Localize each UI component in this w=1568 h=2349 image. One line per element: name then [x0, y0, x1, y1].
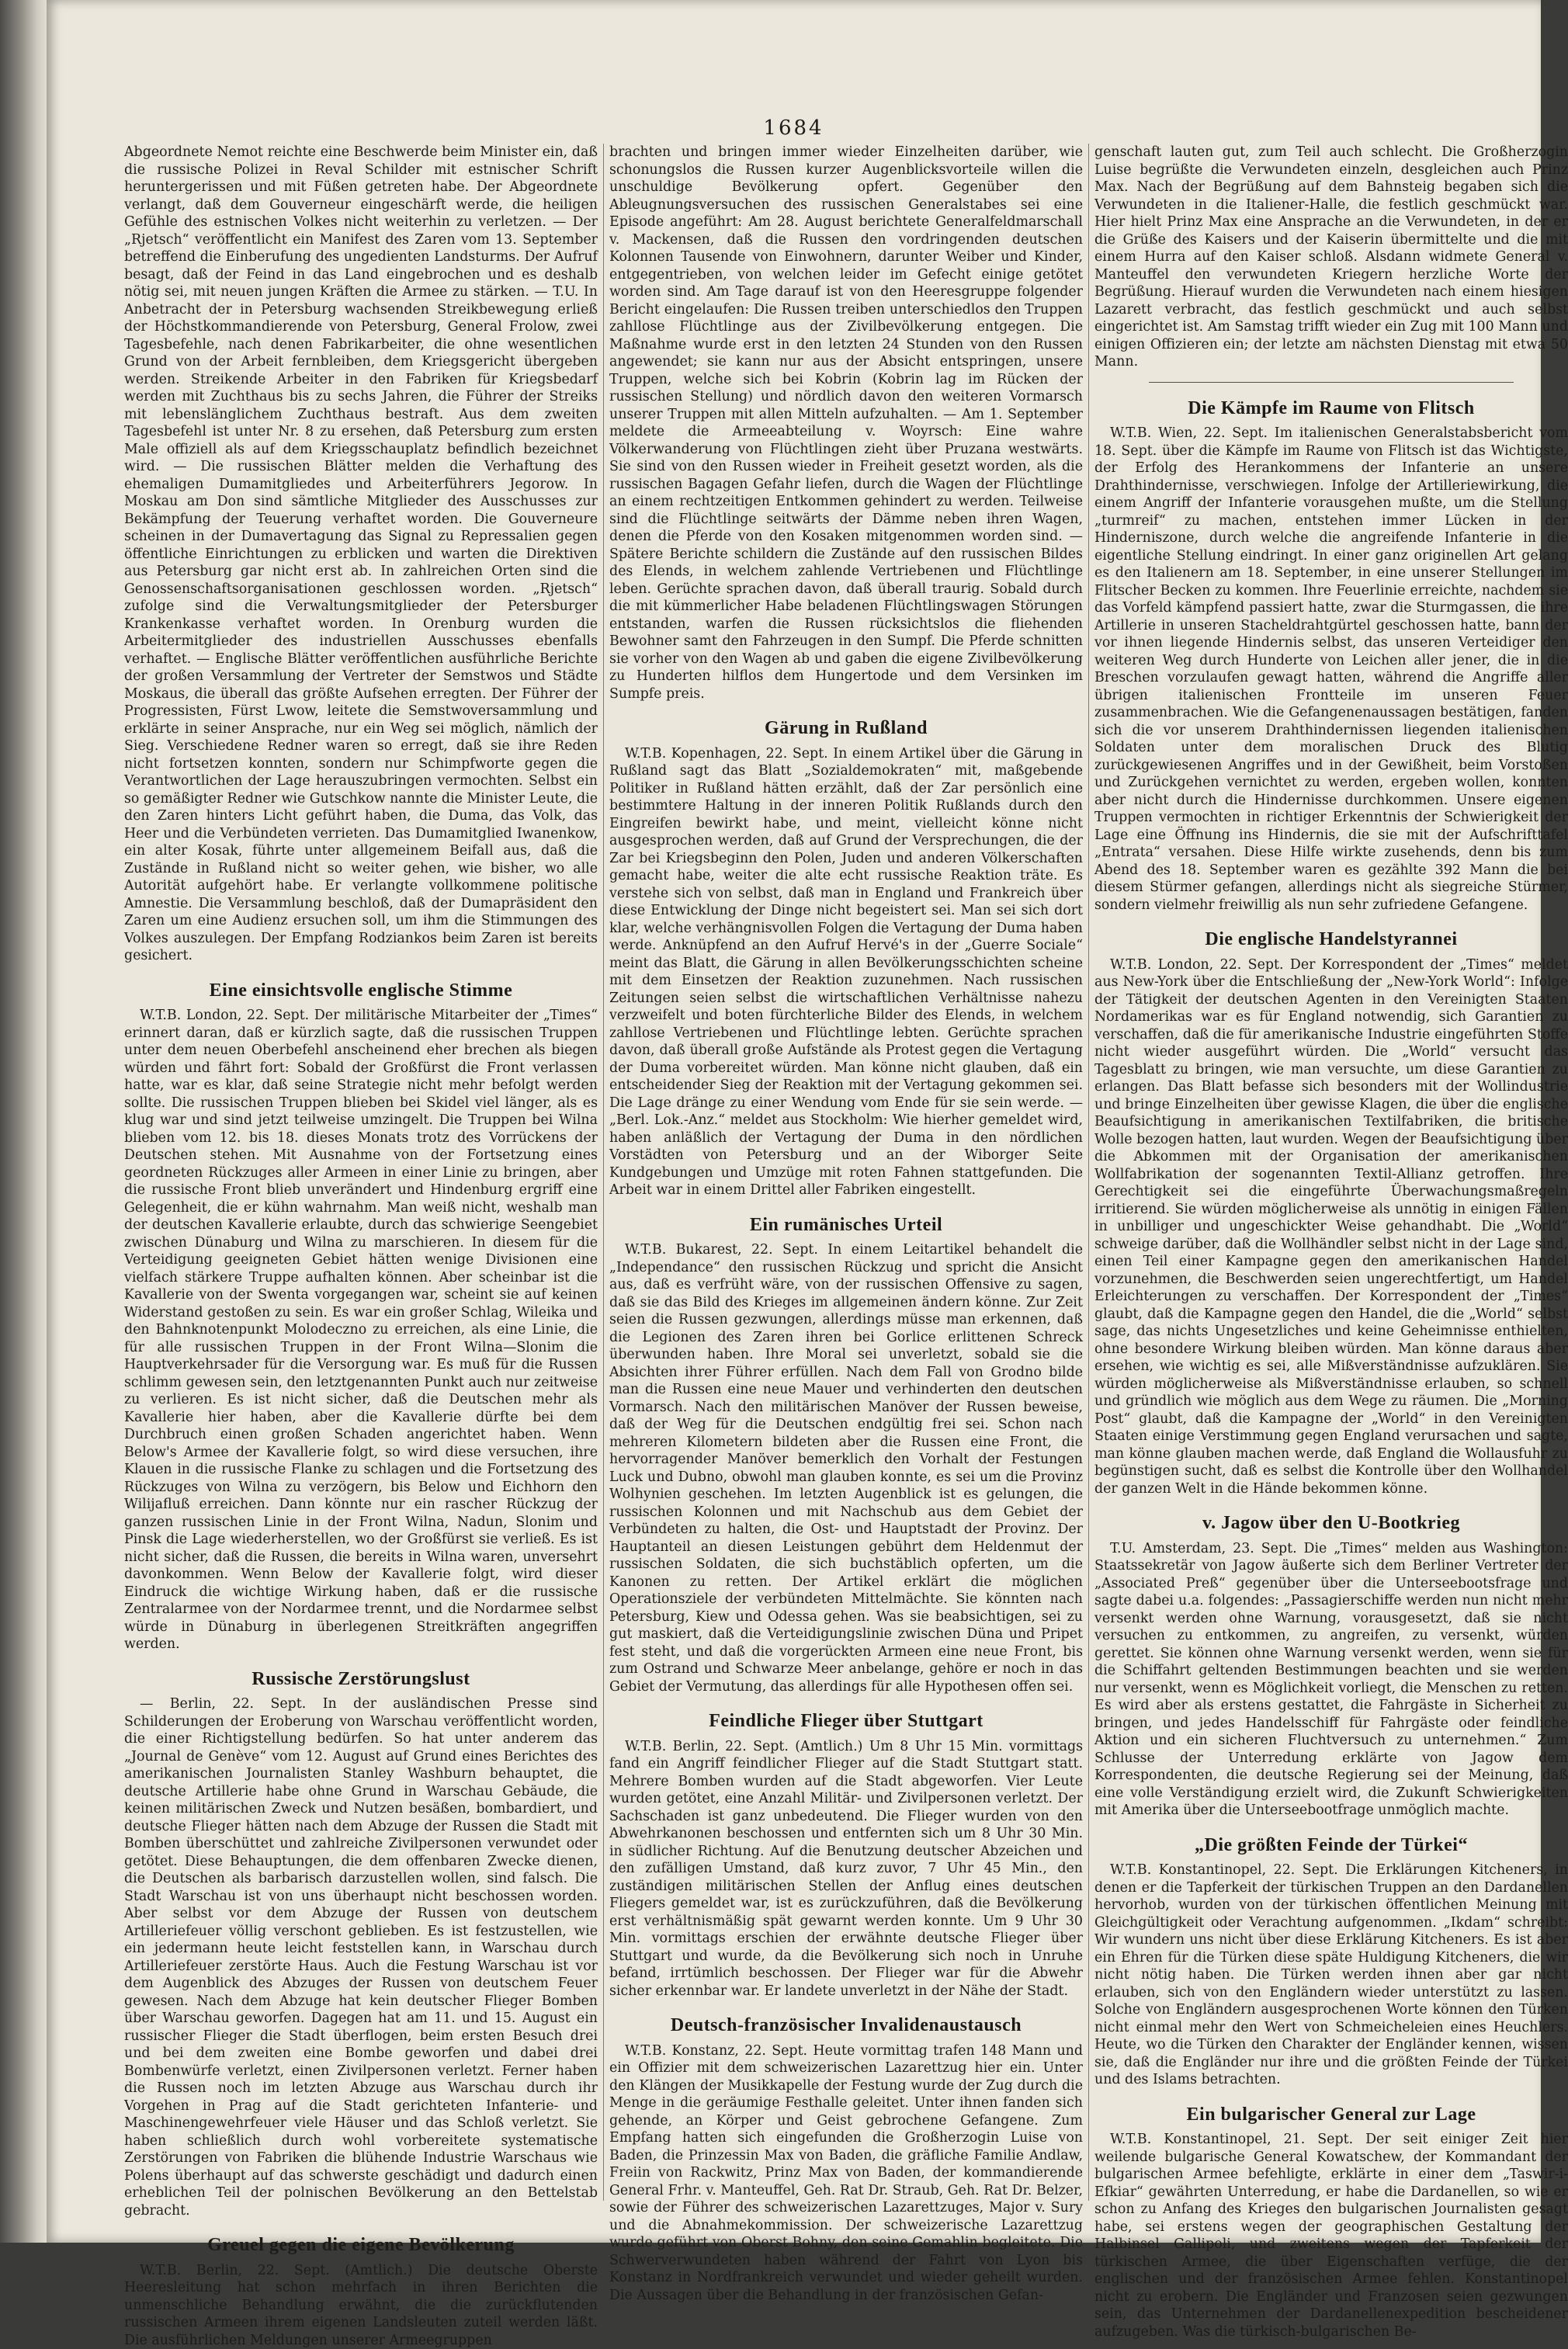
column-1 — [124, 144, 598, 2201]
headline: Gärung in Rußland — [609, 720, 1083, 737]
headline: Russische Zerstörungslust — [124, 1671, 598, 1688]
headline: Eine einsichtsvolle englische Stimme — [124, 982, 598, 1000]
headline: v. Jagow über den U-Bootkrieg — [1094, 1515, 1568, 1532]
article-separator — [1149, 382, 1514, 383]
article-body: W.T.B. Bukarest, 22. Sept. In einem Leitartikel behandelt die „Independance“ den russischen Rückzug und spricht die Ansicht aus, daß es verfrüht wäre, von der russischen Offensive zu sagen, daß sie das Bild des Krieges im allgemeinen ändern könne. Zur Zeit seien die Russen gezwungen, allerdings müsse man erkennen, daß die Legionen des Zaren ihren bei Gorlice erlittenen Schreck überwunden haben. Ihre Moral sei unverletzt, sobald sie die Absichten ihrer Führer erfüllen. Nach dem Fall von Grodno bilde man die Russen eine neue Mauer und verhinderten den deutschen Vormarsch. Nach den militärischen Manöver der Russen beweise, daß der Weg für die Deutschen endgültig frei sei. Schon nach mehreren Kilometern bildeten aber die Russen eine Front, die hervorragender Manöver bemerklich den Vorhalt der Festungen Luck und Dubno, obwohl man glauben konnte, es sei um die Provinz Wolhynien geschehen. Im letzten Augenblick ist es gelungen, die russischen Kolonnen und mit Nachschub aus dem Gebiet der Verbündeten zu halten, die Ost- und Hauptstadt der Provinz. Der Hauptanteil an diesen Leistungen gebührt dem Heldenmut der russischen Soldaten, die sich buchstäblich opferten, um die Kanonen zu retten. Der Artikel erklärt die möglichen Operationsziele der verbündeten Mittelmächte. Sie könnten nach Petersburg, Kiew und Odessa gehen. Was sie beabsichtigen, sei zu gut maskiert, daß die Verteidigungslinie zwischen Düna und Pripet fest steht, und daß die vorgerückten Armeen eine neue Front, bis zum Ostrand und Schwarze Meer anbelange, gehöre er noch in das Gebiet der Vermutung, das allerdings für alle Hypothesen offen sei. — [609, 1241, 1083, 1695]
headline: Ein bulgarischer General zur Lage — [1094, 2106, 1568, 2124]
column-rule — [603, 144, 604, 2201]
headline: Feindliche Flieger über Stuttgart — [609, 1712, 1083, 1730]
article-body: W.T.B. London, 22. Sept. Der Korrespondent der „Times“ meldet aus New-York über die Entschließung der „New-York World“: Infolge der Tätigkeit der deutschen Agenten in den Vereinigten Staaten Nordamerikas war es für England notwendig, sich Garantien zu verschaffen, daß die für amerikanische Industrie eingeführten Stoffe nicht wieder ausgeführt würden. Die „World“ versucht das Tagesblatt zu bringen, wie man versuchte, um diese Garantien zu erlangen. Das Blatt befasse sich besonders mit der Wollindustrie und bringe Einzelheiten über gewisse Klagen, die über die englische Beaufsichtigung in amerikanischen Textilfabriken, die britische Wolle bezogen hatten, laut wurden. Wegen der Beaufsichtigung über die Abkommen mit der Organisation der amerikanischen Wollfabrikation der sogenannten Textil-Allianz getroffen. Ihre Gerechtigkeit sei die eingeführte Überwachungsmaßregeln irritierend. Sie würden möglicherweise als unnötig in einigen Fällen in unbilliger und ungeschickter Weise gehandhabt. Die „World“ schweige darüber, daß die Wollhändler selbst nicht in der Lage sind, einen Teil einer Kampagne gegen den amerikanischen Handel vorzunehmen, die Beschwerden seien ungerechtfertigt, um Handel Erleichterungen zu verschaffen. Der Korrespondent der „Times“ glaubt, daß die Kampagne gegen den Handel, die die „World“ selbst sage, das nichts Ungesetzliches und keine Geheimnisse enthielten, ohne besondere Wirkung bleiben würden. Man könne daraus aber ersehen, wie wichtig es sei, alle Mißverständnisse aufzuklären. Sie würden möglicherweise als Mißverständnisse erlauben, so schnell und gründlich wie möglich aus dem Wege zu räumen. Die „Morning Post“ glaubt, daß die Kampagne der „World“ in den Vereinigten Staaten einige Verstimmung gegen England verursachen und sagte, man könne glauben machen werde, daß England die Wollausfuhr zu begünstigen sucht, daß es selbst die Kontrolle über den Wollhandel der ganzen Welt in die Hände bekommen könne. — [1094, 956, 1568, 1498]
headline: Die englische Handelstyrannei — [1094, 931, 1568, 949]
book-binding — [0, 0, 47, 2243]
article-body: W.T.B. Konstantinopel, 21. Sept. Der seit einiger Zeit hier weilende bulgarische General Kowatschew, der Kommandant der bulgarischen Armee befehligte, erklärte in einer dem „Taswir-i-Efkiar“ gewährten Unterredung, er habe die Dardanellen, so wie er schon zu Anfang des Krieges den bulgarischen Journalisten gesagt habe, sei erstens wegen der geographischen Gestaltung der Halbinsel Gallipoli, und zweitens wegen der Tapferkeit der türkischen Armee, die über Eigenschaften verfüge, die der englischen und der französischen Armee fehlen. Konstantinopel nicht zu erobern. Die Engländer und Franzosen seien gezwungen sein, das Unternehmen der Dardanellenexpedition bescheidener aufzugeben. Was die türkisch-bulgarischen Be- — [1094, 2131, 1568, 2340]
article-body: W.T.B. Konstantinopel, 22. Sept. Die Erklärungen Kitcheners, in denen er die Tapferkeit der türkischen Truppen an den Dardanellen hervorhob, wurden von der türkischen öffentlichen Meinung mit Gleichgültigkeit oder Verachtung aufgenommen. „Ikdam“ schreibt: Wir wundern uns nicht über diese Erklärung Kitcheners. Es ist aber ein Ehren für die Türken diese späte Huldigung Kitcheners, die wir nicht nötig haben. Die Türken werden ihnen aber gar nicht erlauben, sich von den Engländern wieder unterstützt zu lassen. Solche von Engländern ausgesprochenen Worte können den Türken nicht einmal mehr den Wert von Schmeicheleien eines Heuchlers. Heute, wo die Türken den Charakter der Engländer kennen, wissen sie, daß die Engländer nur ihre und die größten Feinde der Türkei und des Islams betrachten. — [1094, 1862, 1568, 2089]
article-body: W.T.B. Berlin, 22. Sept. (Amtlich.) Die deutsche Oberste Heeresleitung hat schon mehrfach in ihren Berichten die unmenschliche Behandlung erwähnt, die die zurückflutenden russischen Armeen ihrem eigenen Landsleuten zuteil werden läßt. Die ausführlichen Meldungen unserer Armeegruppen — [124, 2262, 598, 2349]
article-body: W.T.B. London, 22. Sept. Der militärische Mitarbeiter der „Times“ erinnert daran, daß er kürzlich sagte, daß die russischen Truppen unter dem neuen Oberbefehl anscheinend eher brechen als biegen würden und fährt fort: Sobald der Großfürst die Front verlassen hatte, war es klar, daß seine Strategie nicht mehr befolgt werden sollte. Die russischen Truppen blieben bei Skidel viel länger, als es klug war und sind jetzt teilweise umzingelt. Die Truppen bei Wilna blieben vom 12. bis 18. dieses Monats trotz des Vorrückens der Deutschen stehen. Mit Ausnahme von der Fortsetzung eines geordneten Rückzuges aller Armeen in einer Linie zu bringen, aber die russische Front blieb unverändert und Hindenburg ergriff eine Gelegenheit, die er kühn wahrnahm. Man weiß nicht, weshalb man der deutschen Kavallerie erlaubte, durch das schwierige Seengebiet zwischen Dünaburg und Wilna zu marschieren. In diesem für die Verteidigung geeigneten Gebiet hätten wenige Divisionen eine vielfach stärkere Truppe aufhalten können. Aber scheinbar ist die Kavallerie von der Swenta vorgegangen war, scheint sie auf keinen Widerstand gestoßen zu sein. Es war ein großer Schlag, Wileika und den Bahnknotenpunkt Molodeczno zu erreichen, als eine Linie, die für alle russischen Truppen in der Front Wilna—Slonim die Hauptverkehrsader für die Versorgung war. Es muß für die Russen schlimm gewesen sein, den letztgenannten Punkt auch nur zeitweise zu verlieren. Es ist nicht sicher, daß die Deutschen mehr als Kavallerie hier haben, aber die Kavallerie dürfte bei dem Durchbruch einen großen Schaden angerichtet haben. Wenn Below's Armee der Kavallerie folgt, so wird diese versuchen, ihre Klauen in die russische Flanke zu schlagen und die Fortsetzung des Rückzuges von Wilna zu verzögern, bis Below und Eichhorn den Wilijafluß erreichen. Dann könnte nur ein rascher Rückzug der ganzen russischen Linie in der Front Wilna, Nadun, Slonim und Pinsk die Lage wiederherstellen, wo der Großfürst sie verließ. Es ist nicht sicher, daß die Russen, die bereits in Wilna waren, unversehrt davonkommen. Wenn Below der Kavallerie folgt, wird dieser Eindruck die wichtige Wirkung haben, daß er die russische Zentralarmee von der Nordarmee trennt, und die Nordarmee selbst würde in Dünaburg in überlegenen Streitkräften angegriffen werden. — [124, 1007, 598, 1653]
article-body: W.T.B. Wien, 22. Sept. Im italienischen Generalstabsbericht vom 18. Sept. über die Kämpfe im Raume von Flitsch ist das Wichtigste, der Erfolg des Herankommens der Infanterie an unsere Drahthindernisse, verschwiegen. Infolge der Artilleriewirkung, die einem Angriff der Infanterie vorausgehen mußte, um die Stellung „turmreif“ zu machen, entstehen immer Lücken in der Hinderniszone, durch welche die angreifende Infanterie in die eigentliche Stellung eindringt. In einer ganz originellen Art gelang es den Italienern am 18. September, in eine unserer Stellungen im Flitscher Becken zu kommen. Ihre Feuerlinie erreichte, nachdem sie das Vorfeld kämpfend passiert hatte, zwar die Sturmgassen, die ihre Artillerie in unseren Stacheldrahtgürtel geschossen hatte, bann der vor ihnen liegende Hindernis selbst, das unseren Verteidiger den weiteren Weg durch Hunderte von Leichen aller jener, die in die Breschen vorzulaufen gewagt hatten, während die Angriffe aller übrigen italienischen Frontteile im unseren Feuer zusammenbrachen. Wie die Gefangenenaussagen bestätigen, fanden sich die vor unserem Drahthindernissen liegenden italienischen Soldaten unter dem moralischen Druck des Blutig zurückgewiesenen Angriffes und in der Gewißheit, beim Vorstoßen und Zurückgehen vernichtet zu werden, ergeben wollen, konnten aber nicht durch die Hindernisse durchkommen. Unsere eigenen Truppen vermochten in richtiger Erkenntnis der Schwierigkeit der Lage eine Öffnung ins Hindernis, die sie mit der Aufschrifttafel „Entrata“ versahen. Diese Hilfe wirkte zusehends, denn bis zum Abend des 18. September waren es gezählte 392 Mann die bei diesem Stürmer gefangen, allerdings nicht als siegreiche Stürmer, sondern vielmehr freiwillig als nun sehr zufriedene Gefangene. — [1094, 425, 1568, 914]
article-body: T.U. Amsterdam, 23. Sept. Die „Times“ melden aus Washington: Staatssekretär von Jagow äußerte sich dem Berliner Vertreter der „Associated Preß“ gegenüber über die Unterseebootsfrage und sagte dabei u.a. folgendes: „Passagierschiffe werden nun nicht mehr versenkt werden ohne Warnung, vorausgesetzt, daß sie nicht versuchen zu entkommen, zu angreifen, zu versenkt, würden gerettet. Sie können ohne Warnung versenkt werden, wenn sie für die Schiffahrt geltenden Bestimmungen beachten und sie werden nur versenkt, wenn es Möglichkeit vorliegt, die Menschen zu retten. Es wird aber als erstens gestattet, die Fahrgäste in Sicherheit zu bringen, und jedes Handelsschiff für Fahrgäste oder feindliche Aktion und ein sicheren Fluchtversuch zu unternehmen.“ Zum Schlusse der Unterredung erklärte von Jagow dem Korrespondenten, die deutsche Regierung sei der Meinung, daß eine volle Verständigung erzielt wird, die Zukunft Schwierigkeiten mit Amerika über die Unterseebootfrage unmöglich machte. — [1094, 1540, 1568, 1820]
headline: Deutsch-französischer Invalidenaustausch — [609, 2017, 1083, 2035]
headline: Die Kämpfe im Raume von Flitsch — [1094, 400, 1568, 418]
headline: „Die größten Feinde der Türkei“ — [1094, 1837, 1568, 1855]
column-3 — [1094, 144, 1568, 2201]
headline: Greuel gegen die eigene Bevölkerung — [124, 2236, 598, 2254]
column-rule — [1088, 144, 1089, 2201]
article-body: W.T.B. Kopenhagen, 22. Sept. In einem Artikel über die Gärung in Rußland sagt das Blatt „Sozialdemokraten“ mit, maßgebende Politiker in Rußland hätten erzählt, daß der Zar persönlich eine bestimmtere Haltung in der inneren Politik Rußlands durch den Eingreifen bewirkt habe, und meint, vielleicht könne nicht ausgesprochen werden, daß auf Grund der Versprechungen, die der Zar bei Kriegsbeginn den Polen, Juden und anderen Völkerschaften gemacht habe, weiter die alte echt russische Reaktion träte. Es verstehe sich von selbst, daß man in England und Frankreich über diese Entwicklung der Dinge nicht begeistert sei. Man sei sich dort klar, welche verhängnisvollen Folgen die Vertagung der Duma haben werde. Anknüpfend an den Aufruf Hervé's in der „Guerre Sociale“ meint das Blatt, die Gärung in allen Bevölkerungsschichten scheine mit dem Einsetzen der Reaktion zuzunehmen. Nach russischen Zeitungen seien selbst die wirtschaftlichen Verhältnisse nahezu verzweifelt und boten fürchterliche Bilder des Elends, in welchem zahllose Vertriebenen und Flüchtlinge lebten. Gerüchte sprachen davon, daß überall große Aufstände als Protest gegen die Vertagung der Duma vorbereitet würden. Man könne nicht glauben, daß ein entscheidender Sieg der Reaktion mit der Vertagung gekommen sei. Die Lage dränge zu einer Wendung vom Ende für sie sein werde. — „Berl. Lok.-Anz.“ meldet aus Stockholm: Wie hierher gemeldet wird, haben anläßlich der Vertagung der Duma in den nördlichen Vorstädten von Petersburg und an der Wiborger Seite Kundgebungen und Umzüge mit roten Fahnen stattgefunden. Die Arbeit war in einem Drittel aller Fabriken eingestellt. — [609, 745, 1083, 1199]
article-continuation: genschaft lauten gut, zum Teil auch schlecht. Die Großherzogin Luise begrüßte die Verwundeten einzeln, desgleichen auch Prinz Max. Nach der Begrüßung auf dem Bahnsteig begaben sich die Verwundeten in die Italiener-Halle, die festlich geschmückt war. Hier hielt Prinz Max eine Ansprache an die Verwundeten, in der er die Grüße des Kaisers und der Kaiserin übermittelte und die mit einem Hurra auf den Kaiser schloß. Alsdann widmete General v. Manteuffel den verwundeten Kriegern herzliche Worte der Begrüßung. Hierauf wurden die Verwundeten nach einem hiesigen Lazarett verbracht, das festlich geschmückt und auch selbst eingerichtet ist. Am Samstag trifft wieder ein Zug mit 100 Mann und einigen Offizieren ein; der letzte am nächsten Dienstag mit etwa 50 Mann. — [1094, 144, 1568, 371]
article-continuation: Abgeordnete Nemot reichte eine Beschwerde beim Minister ein, daß die russische Polizei in Reval Schilder mit estnischer Schrift heruntergerissen und mit Füßen getreten habe. Der Abgeordnete verlangt, daß dem Gouverneur eingeschärft werde, die heiligen Gefühle des estnischen Volkes nicht weiterhin zu verletzen. — Der „Rjetsch“ veröffentlicht ein Manifest des Zaren vom 13. September betreffend die Einberufung des ungedienten Landsturms. Der Aufruf besagt, daß der Feind in das Land eingebrochen und es deshalb nötig sei, mit neuen jungen Kräften die Armee zu stärken. — T.U. In Anbetracht der in Petersburg wachsenden Streikbewegung erließ der Höchstkommandierende von Petersburg, General Frolow, zwei Tagesbefehle, nach denen Fabrikarbeiter, die ohne wesentlichen Grund von der Arbeit fernbleiben, dem Kriegsgericht übergeben werden. Streikende Arbeiter in den Fabriken für Kriegsbedarf werden mit Zuchthaus bis zu sechs Jahren, die Führer der Streiks mit lebenslänglichem Zuchthaus bestraft. Aus dem zweiten Tagesbefehl ist unter Nr. 8 zu ersehen, daß Petersburg zum ersten Male offiziell als auf dem Kriegsschauplatz befindlich bezeichnet wird. — Die russischen Blätter melden die Verhaftung des ehemaligen Dumamitgliedes und Arbeiterführers Jegorow. In Moskau am Don sind sämtliche Mitglieder des Ausschusses zur Bekämpfung der Teuerung verhaftet worden. Die Gouverneure scheinen in der Dumavertagung das Signal zu Repressalien gegen öffentliche Einrichtungen zu erblicken und warten die Direktiven aus Petersburg gar nicht erst ab. In zahlreichen Orten sind die Genossenschaftsorganisationen geschlossen worden. „Rjetsch“ zufolge sind die Verwaltungsmitglieder der Petersburger Krankenkasse verhaftet worden. In Orenburg wurden die Arbeitermitglieder des industriellen Ausschusses ebenfalls verhaftet. — Englische Blätter veröffentlichen ausführliche Berichte der großen Versammlung der Vertreter der Semstwos und Städte Moskaus, die überall das größte Aufsehen erregten. Der Führer der Progressisten, Fürst Lwow, leitete die Semstwoversammlung und erklärte in seiner Ansprache, nur ein Weg sei möglich, nämlich der Sieg. Verschiedene Redner waren so erregt, daß sie ihre Reden nicht fortsetzen konnten, sondern nur Schimpfworte gegen die Verantwortlichen der Lage herauszubringen vermochten. Selbst ein so gemäßigter Redner wie Gutschkow nannte die Minister Leute, die den Zaren hinters Licht geführt haben, die Duma, das Volk, das Heer und die Verbündeten verrieten. Das Dumamitglied Iwanenkow, ein alter Kosak, führte unter allgemeinem Beifall aus, daß die Zustände in Rußland nicht so weiter gehen, wie bisher, wo alle Autorität aufgehört habe. Er verlangte vollkommene politische Amnestie. Die Versammlung beschloß, daß der Dumapräsident den Zaren um eine Audienz ersuchen soll, um ihm die Stimmungen des Volkes auszulegen. Der Empfang Rodziankos beim Zaren ist bereits gesichert. — [124, 144, 598, 965]
headline: Ein rumänisches Urteil — [609, 1216, 1083, 1234]
article-body: — Berlin, 22. Sept. In der ausländischen Presse sind Schilderungen der Eroberung von Warschau veröffentlicht worden, die einer Richtigstellung bedürfen. So hat unter anderem das „Journal de Genève“ vom 12. August auf Grund eines Berichtes des amerikanischen Journalisten Stanley Washburn behauptet, die deutsche Artillerie habe ohne Grund in Warschau Gebäude, die keinen militärischen Zweck und Nutzen besäßen, bombardiert, und deutsche Flieger hätten nach dem Abzuge der Russen die Stadt mit Bomben überschüttet und zahlreiche Zivilpersonen verwundet oder getötet. Diese Behauptungen, die dem offenbaren Zwecke dienen, die Deutschen als barbarisch darzustellen wollen, sind falsch. Die Stadt Warschau ist von uns überhaupt nicht beschossen worden. Aber selbst vor dem Abzuge der Russen von deutschem Artilleriefeuer völlig verschont geblieben. Es ist festzustellen, wie ein jedermann heute leicht feststellen kann, in Warschau durch Artilleriefeuer zerstörte Haus. Auch die Festung Warschau ist vor dem Augenblick des Abzuges der Russen von deutschem Feuer gewesen. Nach dem Abzuge hat kein deutscher Flieger Bomben über Warschau geworfen. Dagegen hat am 11. und 15. August ein russischer Flieger die Stadt überflogen, beim ersten Besuch drei und bei dem zweiten eine Bombe geworfen und dabei drei Bombenwürfe verletzt, einen Zivilpersonen verletzt. Ferner haben die Russen noch im letzten Abzuge aus Warschau durch ihr Vorgehen in Prag auf die Stadt gerichteten Infanterie- und Maschinengewehrfeuer viele Häuser und das Schloß verletzt. Sie haben schließlich durch wohl vorbereitete systematische Zerstörungen von Fabriken die blühende Industrie Warschaus wie Polens überhaupt auf das schwerste geschädigt und dadurch einen erheblichen Teil der polnischen Bevölkerung an den Bettelstab gebracht. — [124, 1695, 598, 2219]
article-body: W.T.B. Berlin, 22. Sept. (Amtlich.) Um 8 Uhr 15 Min. vormittags fand ein Angriff feindlicher Flieger auf die Stadt Stuttgart statt. Mehrere Bomben wurden auf die Stadt abgeworfen. Vier Leute wurden getötet, eine Anzahl Militär- und Zivilpersonen verletzt. Der Sachschaden ist ganz unbedeutend. Die Flieger wurden von den Abwehrkanonen beschossen und entfernten sich um 8 Uhr 30 Min. in südlicher Richtung. Auf die Benutzung deutscher Abzeichen und den zufälligen Umstand, daß kurz zuvor, 7 Uhr 45 Min., den zuständigen militärischen Stellen der Anflug eines deutschen Fliegers gemeldet war, ist es zurückzuführen, daß die Bevölkerung erst verhältnismäßig spät gewarnt werden konnte. Um 9 Uhr 30 Min. vormittags erschien der erwähnte deutsche Flieger über Stuttgart und wurde, da die Bevölkerung sich noch in Unruhe befand, irrtümlich beschossen. Der Flieger war für die Abwehr sicher erkennbar war. Er landete unverletzt in der Nähe der Stadt. — [609, 1738, 1083, 2000]
page-number: 1684 — [47, 116, 1541, 140]
article-continuation: brachten und bringen immer wieder Einzelheiten darüber, wie schonungslos die Russen kurzer Augenblicksvorteile willen die unschuldige Bevölkerung opfert. Gegenüber den Ableugnungsversuchen des russischen Generalstabes sei eine Episode angeführt: Am 28. August berichtete Generalfeldmarschall v. Mackensen, daß die Russen den vordringenden deutschen Kolonnen Tausende von Einwohnern, darunter Weiber und Kinder, entgegentrieben, von welchen leider im Gefecht einige getötet worden sind. Am Tage darauf ist von den Heeresgruppe folgender Bericht eingelaufen: Die Russen treiben unterschiedlos den Truppen zahllose Flüchtlinge aus der Zivilbevölkerung entgegen. Die Maßnahme wurde erst in den letzten 24 Stunden von den Russen angewendet; sie kann nur aus der Absicht entspringen, unsere Truppen, welche sich bei Kobrin (Kobrin lag im Rücken der russischen Stellung) und nördlich davon den weiteren Vormarsch unserer Truppen mit allen Mitteln aufzuhalten. — Am 1. September meldete die Armeeabteilung v. Woyrsch: Eine wahre Völkerwanderung von Flüchtlingen zieht über Pruzana westwärts. Sie sind von den Russen wieder in Freiheit gesetzt worden, als die russischen Bagagen Gefahr liefen, durch die Wagen der Flüchtlinge an einem rechtzeitigen Entkommen gehindert zu werden. Teilweise sind die Flüchtlinge seitwärts der Dämme neben ihren Wagen, denen die Pferde von den Kosaken mitgenommen worden sind. — Spätere Berichte schildern die Zustände auf den russischen Bildes des Elends, in welchem zahlende Vertriebenen und Flüchtlinge leben. Gerüchte sprachen davon, daß überall traurig. Sobald durch die mit kümmerlicher Habe beladenen Flüchtlingswagen Störungen entstanden, warfen die Russen rücksichtslos die fliehenden Bewohner samt den Fahrzeugen in den Sumpf. Die Pferde schnitten sie vorher von den Wagen ab und gaben die eigene Zivilbevölkerung zu Hunderten hilflos dem Hungertode und dem Versinken im Sumpfe preis. — [609, 144, 1083, 703]
column-2 — [609, 144, 1083, 2201]
newspaper-page — [47, 0, 1541, 2243]
article-body: W.T.B. Konstanz, 22. Sept. Heute vormittag trafen 148 Mann und ein Offizier mit dem schweizerischen Lazarettzug hier ein. Unter den Klängen der Musikkapelle der Festung wurde der Zug durch die Menge in die geräumige Festhalle geleitet. Unter ihnen fanden sich gehende, an Körper und Geist gebrochene Gefangene. Zum Empfang hatten sich eingefunden die Großherzogin Luise von Baden, die Prinzessin Max von Baden, die gräfliche Familie Andlaw, Freiin von Rackwitz, Prinz Max von Baden, der kommandierende General Frhr. v. Manteuffel, Geh. Rat Dr. Straub, Geh. Rat Dr. Belzer, sowie der Führer des schweizerischen Lazarettzuges, Major v. Sury und die Abnahmekommission. Der schweizerische Lazarettzug wurde geführt von Oberst Bohny, den seine Gemahlin begleitete. Die Schwerverwundeten haben während der Fahrt von Lyon bis Konstanz in Nordfrankreich verwundet und wieder geheilt wurden. Die Aussagen über die Behandlung in der französischen Gefan- — [609, 2042, 1083, 2305]
